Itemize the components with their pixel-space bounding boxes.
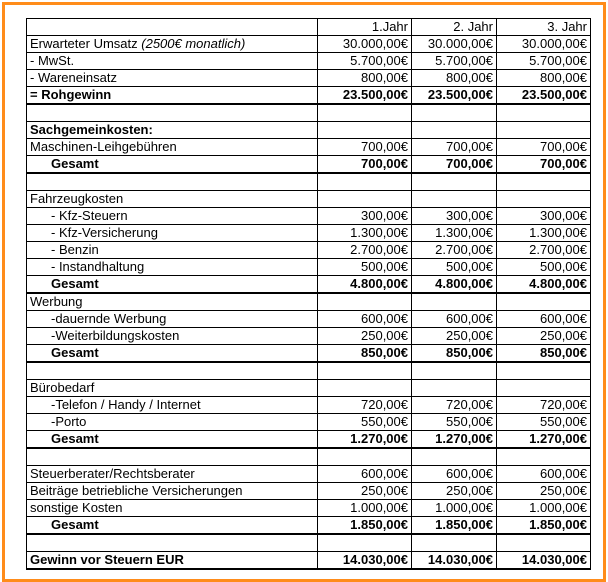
row-gewinn	[27, 552, 591, 570]
kfz-vers-label: - Kfz-Versicherung	[27, 225, 318, 242]
maschinen-v3: 700,00€	[497, 139, 591, 156]
werbung-total-v2: 850,00€	[412, 345, 497, 363]
fahrzeug-total-label: Gesamt	[27, 276, 318, 294]
row-werbung-total	[27, 345, 591, 363]
mwst-v1: 5.700,00€	[318, 53, 412, 70]
umsatz-v3: 30.000,00€	[497, 36, 591, 53]
spacer-row	[27, 104, 591, 122]
buero-total-v1: 1.270,00€	[318, 431, 412, 449]
gewinn-label: Gewinn vor Steuern EUR	[27, 552, 318, 570]
row-sonst-total	[27, 517, 591, 535]
fahrzeug-total-v3: 4.800,00€	[497, 276, 591, 294]
waren-v2: 800,00€	[412, 70, 497, 87]
kfz-steuern-v2: 300,00€	[412, 208, 497, 225]
instand-v3: 500,00€	[497, 259, 591, 276]
kfz-vers-v1: 1.300,00€	[318, 225, 412, 242]
gewinn-v1: 14.030,00€	[318, 552, 412, 570]
header-label-cell	[27, 19, 318, 36]
instand-v1: 500,00€	[318, 259, 412, 276]
sonstige-label: sonstige Kosten	[27, 500, 318, 517]
row-buero-total	[27, 431, 591, 449]
row-versicherungen	[27, 483, 591, 500]
maschinen-v1: 700,00€	[318, 139, 412, 156]
porto-label: -Porto	[27, 414, 318, 431]
waren-label: - Wareneinsatz	[27, 70, 318, 87]
dauernd-v1: 600,00€	[318, 311, 412, 328]
spacer-row	[27, 448, 591, 466]
versicherungen-v3: 250,00€	[497, 483, 591, 500]
porto-v1: 550,00€	[318, 414, 412, 431]
row-maschinen	[27, 139, 591, 156]
versicherungen-label: Beiträge betriebliche Versicherungen	[27, 483, 318, 500]
fahrzeug-total-v2: 4.800,00€	[412, 276, 497, 294]
row-sach-head	[27, 122, 591, 139]
kfz-vers-v3: 1.300,00€	[497, 225, 591, 242]
telefon-label: -Telefon / Handy / Internet	[27, 397, 318, 414]
dauernd-v3: 600,00€	[497, 311, 591, 328]
benzin-label: - Benzin	[27, 242, 318, 259]
werbung-total-label: Gesamt	[27, 345, 318, 363]
mwst-v3: 5.700,00€	[497, 53, 591, 70]
row-instand	[27, 259, 591, 276]
porto-v2: 550,00€	[412, 414, 497, 431]
rohgewinn-label: = Rohgewinn	[27, 87, 318, 105]
sach-total-v2: 700,00€	[412, 156, 497, 174]
sonstige-v1: 1.000,00€	[318, 500, 412, 517]
header-year-1: 1.Jahr	[318, 19, 412, 36]
porto-v3: 550,00€	[497, 414, 591, 431]
gewinn-v2: 14.030,00€	[412, 552, 497, 570]
row-dauernd	[27, 311, 591, 328]
werbung-head-label: Werbung	[27, 293, 318, 311]
mwst-v2: 5.700,00€	[412, 53, 497, 70]
kfz-vers-v2: 1.300,00€	[412, 225, 497, 242]
sonst-total-v1: 1.850,00€	[318, 517, 412, 535]
buero-total-label: Gesamt	[27, 431, 318, 449]
header-year-2: 2. Jahr	[412, 19, 497, 36]
row-steuerberater	[27, 466, 591, 483]
row-sach-total	[27, 156, 591, 174]
werbung-total-v3: 850,00€	[497, 345, 591, 363]
instand-v2: 500,00€	[412, 259, 497, 276]
telefon-v2: 720,00€	[412, 397, 497, 414]
steuerberater-v1: 600,00€	[318, 466, 412, 483]
umsatz-label-text: Erwarteter Umsatz	[30, 36, 138, 51]
row-kfz-vers	[27, 225, 591, 242]
spacer-row	[27, 534, 591, 552]
umsatz-label	[27, 36, 318, 53]
sonst-total-label: Gesamt	[27, 517, 318, 535]
sach-total-label: Gesamt	[27, 156, 318, 174]
sach-total-v3: 700,00€	[497, 156, 591, 174]
header-row	[27, 19, 591, 36]
gewinn-v3: 14.030,00€	[497, 552, 591, 570]
buero-total-v3: 1.270,00€	[497, 431, 591, 449]
header-year-3: 3. Jahr	[497, 19, 591, 36]
row-umsatz	[27, 36, 591, 53]
sonstige-v2: 1.000,00€	[412, 500, 497, 517]
weiterbildung-v3: 250,00€	[497, 328, 591, 345]
waren-v3: 800,00€	[497, 70, 591, 87]
mwst-label: - MwSt.	[27, 53, 318, 70]
row-kfz-steuern	[27, 208, 591, 225]
row-sonstige	[27, 500, 591, 517]
umsatz-v1: 30.000,00€	[318, 36, 412, 53]
benzin-v2: 2.700,00€	[412, 242, 497, 259]
row-porto	[27, 414, 591, 431]
row-telefon	[27, 397, 591, 414]
spacer-row	[27, 173, 591, 191]
benzin-v3: 2.700,00€	[497, 242, 591, 259]
kfz-steuern-v3: 300,00€	[497, 208, 591, 225]
fahrzeug-total-v1: 4.800,00€	[318, 276, 412, 294]
row-mwst	[27, 53, 591, 70]
row-werbung-head	[27, 293, 591, 311]
sonst-total-v3: 1.850,00€	[497, 517, 591, 535]
row-benzin	[27, 242, 591, 259]
versicherungen-v2: 250,00€	[412, 483, 497, 500]
werbung-total-v1: 850,00€	[318, 345, 412, 363]
row-fahrzeug-head	[27, 191, 591, 208]
row-weiterbildung	[27, 328, 591, 345]
weiterbildung-v2: 250,00€	[412, 328, 497, 345]
dauernd-v2: 600,00€	[412, 311, 497, 328]
sonstige-v3: 1.000,00€	[497, 500, 591, 517]
maschinen-v2: 700,00€	[412, 139, 497, 156]
steuerberater-label: Steuerberater/Rechtsberater	[27, 466, 318, 483]
umsatz-note: (2500€ monatlich)	[141, 36, 246, 51]
photo-frame	[2, 2, 606, 582]
row-rohgewinn	[27, 87, 591, 105]
waren-v1: 800,00€	[318, 70, 412, 87]
steuerberater-v2: 600,00€	[412, 466, 497, 483]
steuerberater-v3: 600,00€	[497, 466, 591, 483]
versicherungen-v1: 250,00€	[318, 483, 412, 500]
umsatz-v2: 30.000,00€	[412, 36, 497, 53]
weiterbildung-v1: 250,00€	[318, 328, 412, 345]
spacer-row	[27, 362, 591, 380]
kfz-steuern-label: - Kfz-Steuern	[27, 208, 318, 225]
row-fahrzeug-total	[27, 276, 591, 294]
row-waren	[27, 70, 591, 87]
business-plan-table	[26, 18, 591, 570]
benzin-v1: 2.700,00€	[318, 242, 412, 259]
row-buero-head	[27, 380, 591, 397]
rohgewinn-v2: 23.500,00€	[412, 87, 497, 105]
weiterbildung-label: -Weiterbildungskosten	[27, 328, 318, 345]
instand-label: - Instandhaltung	[27, 259, 318, 276]
kfz-steuern-v1: 300,00€	[318, 208, 412, 225]
telefon-v3: 720,00€	[497, 397, 591, 414]
maschinen-label: Maschinen-Leihgebühren	[27, 139, 318, 156]
buero-total-v2: 1.270,00€	[412, 431, 497, 449]
sach-total-v1: 700,00€	[318, 156, 412, 174]
telefon-v1: 720,00€	[318, 397, 412, 414]
rohgewinn-v1: 23.500,00€	[318, 87, 412, 105]
fahrzeug-head-label: Fahrzeugkosten	[27, 191, 318, 208]
sach-head-label: Sachgemeinkosten:	[27, 122, 318, 139]
buero-head-label: Bürobedarf	[27, 380, 318, 397]
sonst-total-v2: 1.850,00€	[412, 517, 497, 535]
rohgewinn-v3: 23.500,00€	[497, 87, 591, 105]
dauernd-label: -dauernde Werbung	[27, 311, 318, 328]
